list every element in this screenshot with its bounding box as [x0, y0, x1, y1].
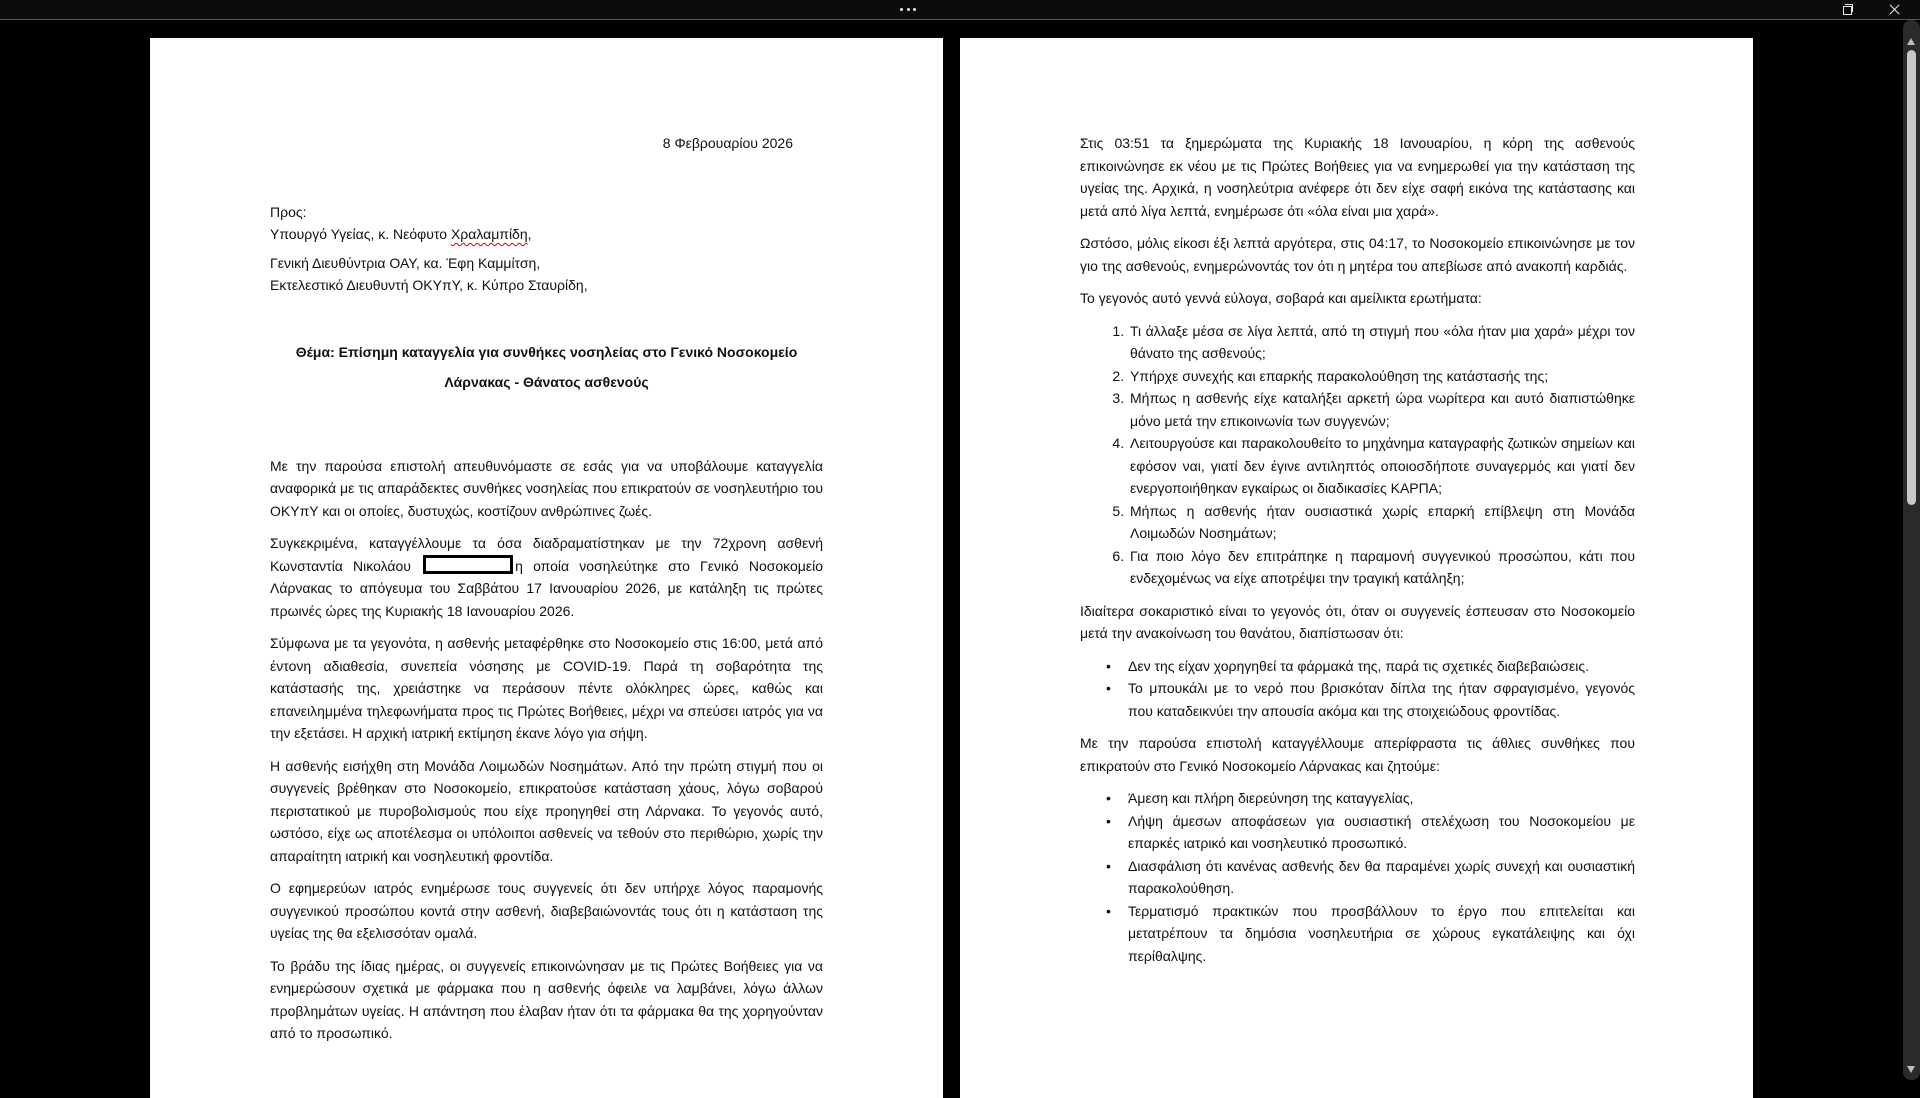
- recipient-prefix: Υπουργό Υγείας, κ. Νεόφυτο: [270, 226, 451, 242]
- paragraph: Το γεγονός αυτό γεννά εύλογα, σοβαρά και αμείλικτα ερωτήματα:: [1080, 290, 1482, 306]
- paragraph: Ωστόσο, μόλις είκοσι έξι λεπτά αργότερα, στις 04:17, το Νοσοκομείο επικοινώνησε με τον γιο της ασθενούς, ενημερώνοντάς τον ότι η μητέρα του απεβίωσε από ανακοπή καρδιάς.: [1080, 235, 1635, 274]
- findings-list: [1080, 655, 1635, 723]
- list-item: 5. Μήπως η ασθενής ήταν ουσιαστικά χωρίς επαρκή επίβλεψη στη Μονάδα Λοιμωδών Νοσημάτων;: [1128, 500, 1635, 545]
- redaction-box: [423, 555, 513, 574]
- list-item: • Δεν της είχαν χορηγηθεί τα φάρμακά της, παρά τις σχετικές διαβεβαιώσεις.: [1128, 655, 1635, 678]
- paragraph: Με την παρούσα επιστολή απευθυνόμαστε σε εσάς για να υποβάλουμε καταγγελία αναφορικά με τις απαράδεκτες συνθήκες νοσηλείας που επικρατούν σε νοσηλευτήριο του ΟΚΥπΥ και οι οποίες, δυστυχώς, κοστίζουν ανθρώπινες ζωές.: [270, 457, 823, 519]
- scroll-down-arrow-icon[interactable]: [1907, 1066, 1915, 1073]
- document-page-1: [150, 38, 943, 1098]
- subject-line-1: Θέμα: Επίσημη καταγγελία για συνθήκες νοσηλείας στο Γενικό Νοσοκομείο: [295, 343, 798, 360]
- list-item: 3. Μήπως η ασθενής είχε καταλήξει αρκετή ώρα νωρίτερα και αυτό διαπιστώθηκε μόνο μετά την επικοινωνία των συγγενών;: [1128, 387, 1635, 432]
- list-item: 4. Λειτουργούσε και παρακολουθείτο το μηχάνημα καταγραφής ζωτικών σημείων και εφόσον ναι, γιατί δεν έγινε αντιληπτός οποιοσδήποτε συναγερμός και γιατί δεν ενεργοποιήθηκαν εγκαίρως οι διαδικασίες ΚΑΡΠΑ;: [1128, 432, 1635, 500]
- paragraph: Ιδιαίτερα σοκαριστικό είναι το γεγονός ότι, όταν οι συγγενείς έσπευσαν στο Νοσοκομείο μετά την ανακοίνωση του θανάτου, διαπίστωσαν ότι:: [1080, 602, 1635, 641]
- scroll-up-arrow-icon[interactable]: [1907, 38, 1915, 45]
- paragraph: Η ασθενής εισήχθη στη Μονάδα Λοιμωδών Νοσημάτων. Από την πρώτη στιγμή που οι συγγενείς βρέθηκαν στο Νοσοκομείο, επικρατούσε κατάσταση χάους, λόγω σοβαρού περιστατικού με πυροβολισμούς που είχε προηγηθεί στη Λάρνακα. Το γεγονός αυτό, ωστόσο, είχε ως αποτέλεσμα οι υπόλοιποι ασθενείς να τεθούν στο περιθώριο, χωρίς την απαραίτητη ιατρική και νοσηλευτική φροντίδα.: [270, 757, 823, 864]
- list-item: • Τερματισμό πρακτικών που προσβάλλουν το έργο που επιτελείται και μετατρέπουν τα δημόσια νοσηλευτήρια σε χώρους εγκατάλειψης και όχι περίθαλψης.: [1128, 900, 1635, 968]
- list-item: 1. Τι άλλαξε μέσα σε λίγα λεπτά, από τη στιγμή που «όλα ήταν μια χαρά» μέχρι τον θάνατο της ασθενούς;: [1128, 320, 1635, 365]
- misspelled-name: Χραλαμπίδη: [450, 226, 528, 242]
- demands-list: [1080, 787, 1635, 967]
- title-bar: [0, 0, 1920, 20]
- list-item: • Άμεση και πλήρη διερεύνηση της καταγγελίας,: [1128, 787, 1635, 810]
- recipient-okypy: Εκτελεστικό Διευθυντή ΟΚΥπΥ, κ. Κύπρο Σταυρίδη,: [270, 277, 588, 293]
- paragraph: Με την παρούσα επιστολή καταγγέλλουμε απερίφραστα τις άθλιες συνθήκες που επικρατούν στο Γενικό Νοσοκομείο Λάρνακας και ζητούμε:: [1080, 735, 1635, 774]
- subject-line-2: Λάρνακας - Θάνατος ασθενούς: [444, 373, 649, 390]
- list-item: • Διασφάλιση ότι κανένας ασθενής δεν θα παραμένει χωρίς συνεχή και ουσιαστική παρακολούθηση.: [1128, 855, 1635, 900]
- list-item: 2. Υπήρχε συνεχής και επαρκής παρακολούθηση της κατάστασής της;: [1128, 365, 1635, 388]
- list-item: • Το μπουκάλι με το νερό που βρισκόταν δίπλα της ήταν σφραγισμένο, γεγονός που καταδεικνύει την απουσία ακόμα και της στοιχειώδους φροντίδας.: [1128, 677, 1635, 722]
- document-page-2: [960, 38, 1753, 1098]
- restore-window-icon[interactable]: [1830, 0, 1864, 19]
- paragraph-text-before: Συγκεκριμένα, καταγγέλλουμε τα όσα διαδραματίστηκαν με την 72χρονη ασθενή Κωνσταντία Νικολάου: [270, 535, 823, 574]
- paragraph-with-redaction: [270, 532, 823, 622]
- questions-list: [1080, 320, 1635, 590]
- paragraph-text-after: η οποία νοσηλεύτηκε στο Γενικό Νοσοκομείο Λάρνακας το απόγευμα του Σαββάτου 17 Ιανουαρίου 2026, με κατάληξη τις πρώτες πρωινές ώρες της Κυριακής 18 Ιανουαρίου 2026.: [270, 557, 823, 619]
- close-icon[interactable]: [1878, 0, 1912, 19]
- recipient-minister: [270, 223, 823, 246]
- paragraph: Ο εφημερεύων ιατρός ενημέρωσε τους συγγενείς ότι δεν υπήρχε λόγος παραμονής συγγενικού προσώπου κοντά στην ασθενή, διαβεβαιώνοντάς τους ότι η κατάσταση της υγείας της θα εξελισσόταν ομαλά.: [270, 880, 823, 941]
- vertical-scrollbar[interactable]: [1903, 20, 1920, 1080]
- letter-date: 8 Φεβρουαρίου 2026: [662, 135, 793, 151]
- more-horizontal-icon[interactable]: [900, 2, 916, 16]
- letter-subject: [270, 337, 823, 397]
- recipient-suffix: ,: [527, 226, 532, 242]
- scroll-thumb[interactable]: [1907, 50, 1916, 505]
- list-item: 6. Για ποιο λόγο δεν επιτράπηκε η παραμονή συγγενικού προσώπου, κάτι που ενδεχομένως να είχε αποτρέψει την τραγική κατάληξη;: [1128, 545, 1635, 590]
- recipient-oay: Γενική Διευθύντρια ΟΑΥ, κα. Έφη Καμμίτση,: [270, 254, 541, 271]
- paragraph: Στις 03:51 τα ξημερώματα της Κυριακής 18 Ιανουαρίου, η κόρη της ασθενούς επικοινώνησε εκ νέου με τις Πρώτες Βοήθειες για να ενημερωθεί για την κατάσταση της υγείας της. Αρχικά, η νοσηλεύτρια ανέφερε ότι δεν είχε σαφή εικόνα της κατάστασης και μετά από λίγα λεπτά, ενημέρωσε ότι «όλα είναι μια χαρά».: [1080, 135, 1635, 219]
- paragraph: Σύμφωνα με τα γεγονότα, η ασθενής μεταφέρθηκε στο Νοσοκομείο στις 16:00, μετά από έντονη αδιαθεσία, συνεπεία νόσησης με COVID-19. Παρά τη σοβαρότητα της κατάστασής της, χρειάστηκε να περάσουν πέντε ολόκληρες ώρες, καθώς και επανειλημμένα τηλεφωνήματα προς τις Πρώτες Βοήθειες, μέχρι να σπεύσει ιατρός για να την εξετάσει. Η αρχική ιατρική εκτίμηση έκανε λόγο για σήψη.: [270, 635, 823, 741]
- to-label: Προς:: [270, 203, 307, 220]
- list-item: • Λήψη άμεσων αποφάσεων για ουσιαστική στελέχωση του Νοσοκομείου με επαρκές ιατρικό και νοσηλευτικό προσωπικό.: [1128, 810, 1635, 855]
- paragraph: Το βράδυ της ίδιας ημέρας, οι συγγενείς επικοινώνησαν με τις Πρώτες Βοήθειες για να ενημερώσουν σχετικά με φάρμακα που η ασθενής όφειλε να λαμβάνει, λόγω άλλων προβλημάτων υγείας. Η απάντηση που έλαβαν ήταν ότι τα φάρμακα θα της χορηγούνταν από το προσωπικό.: [270, 957, 823, 1041]
